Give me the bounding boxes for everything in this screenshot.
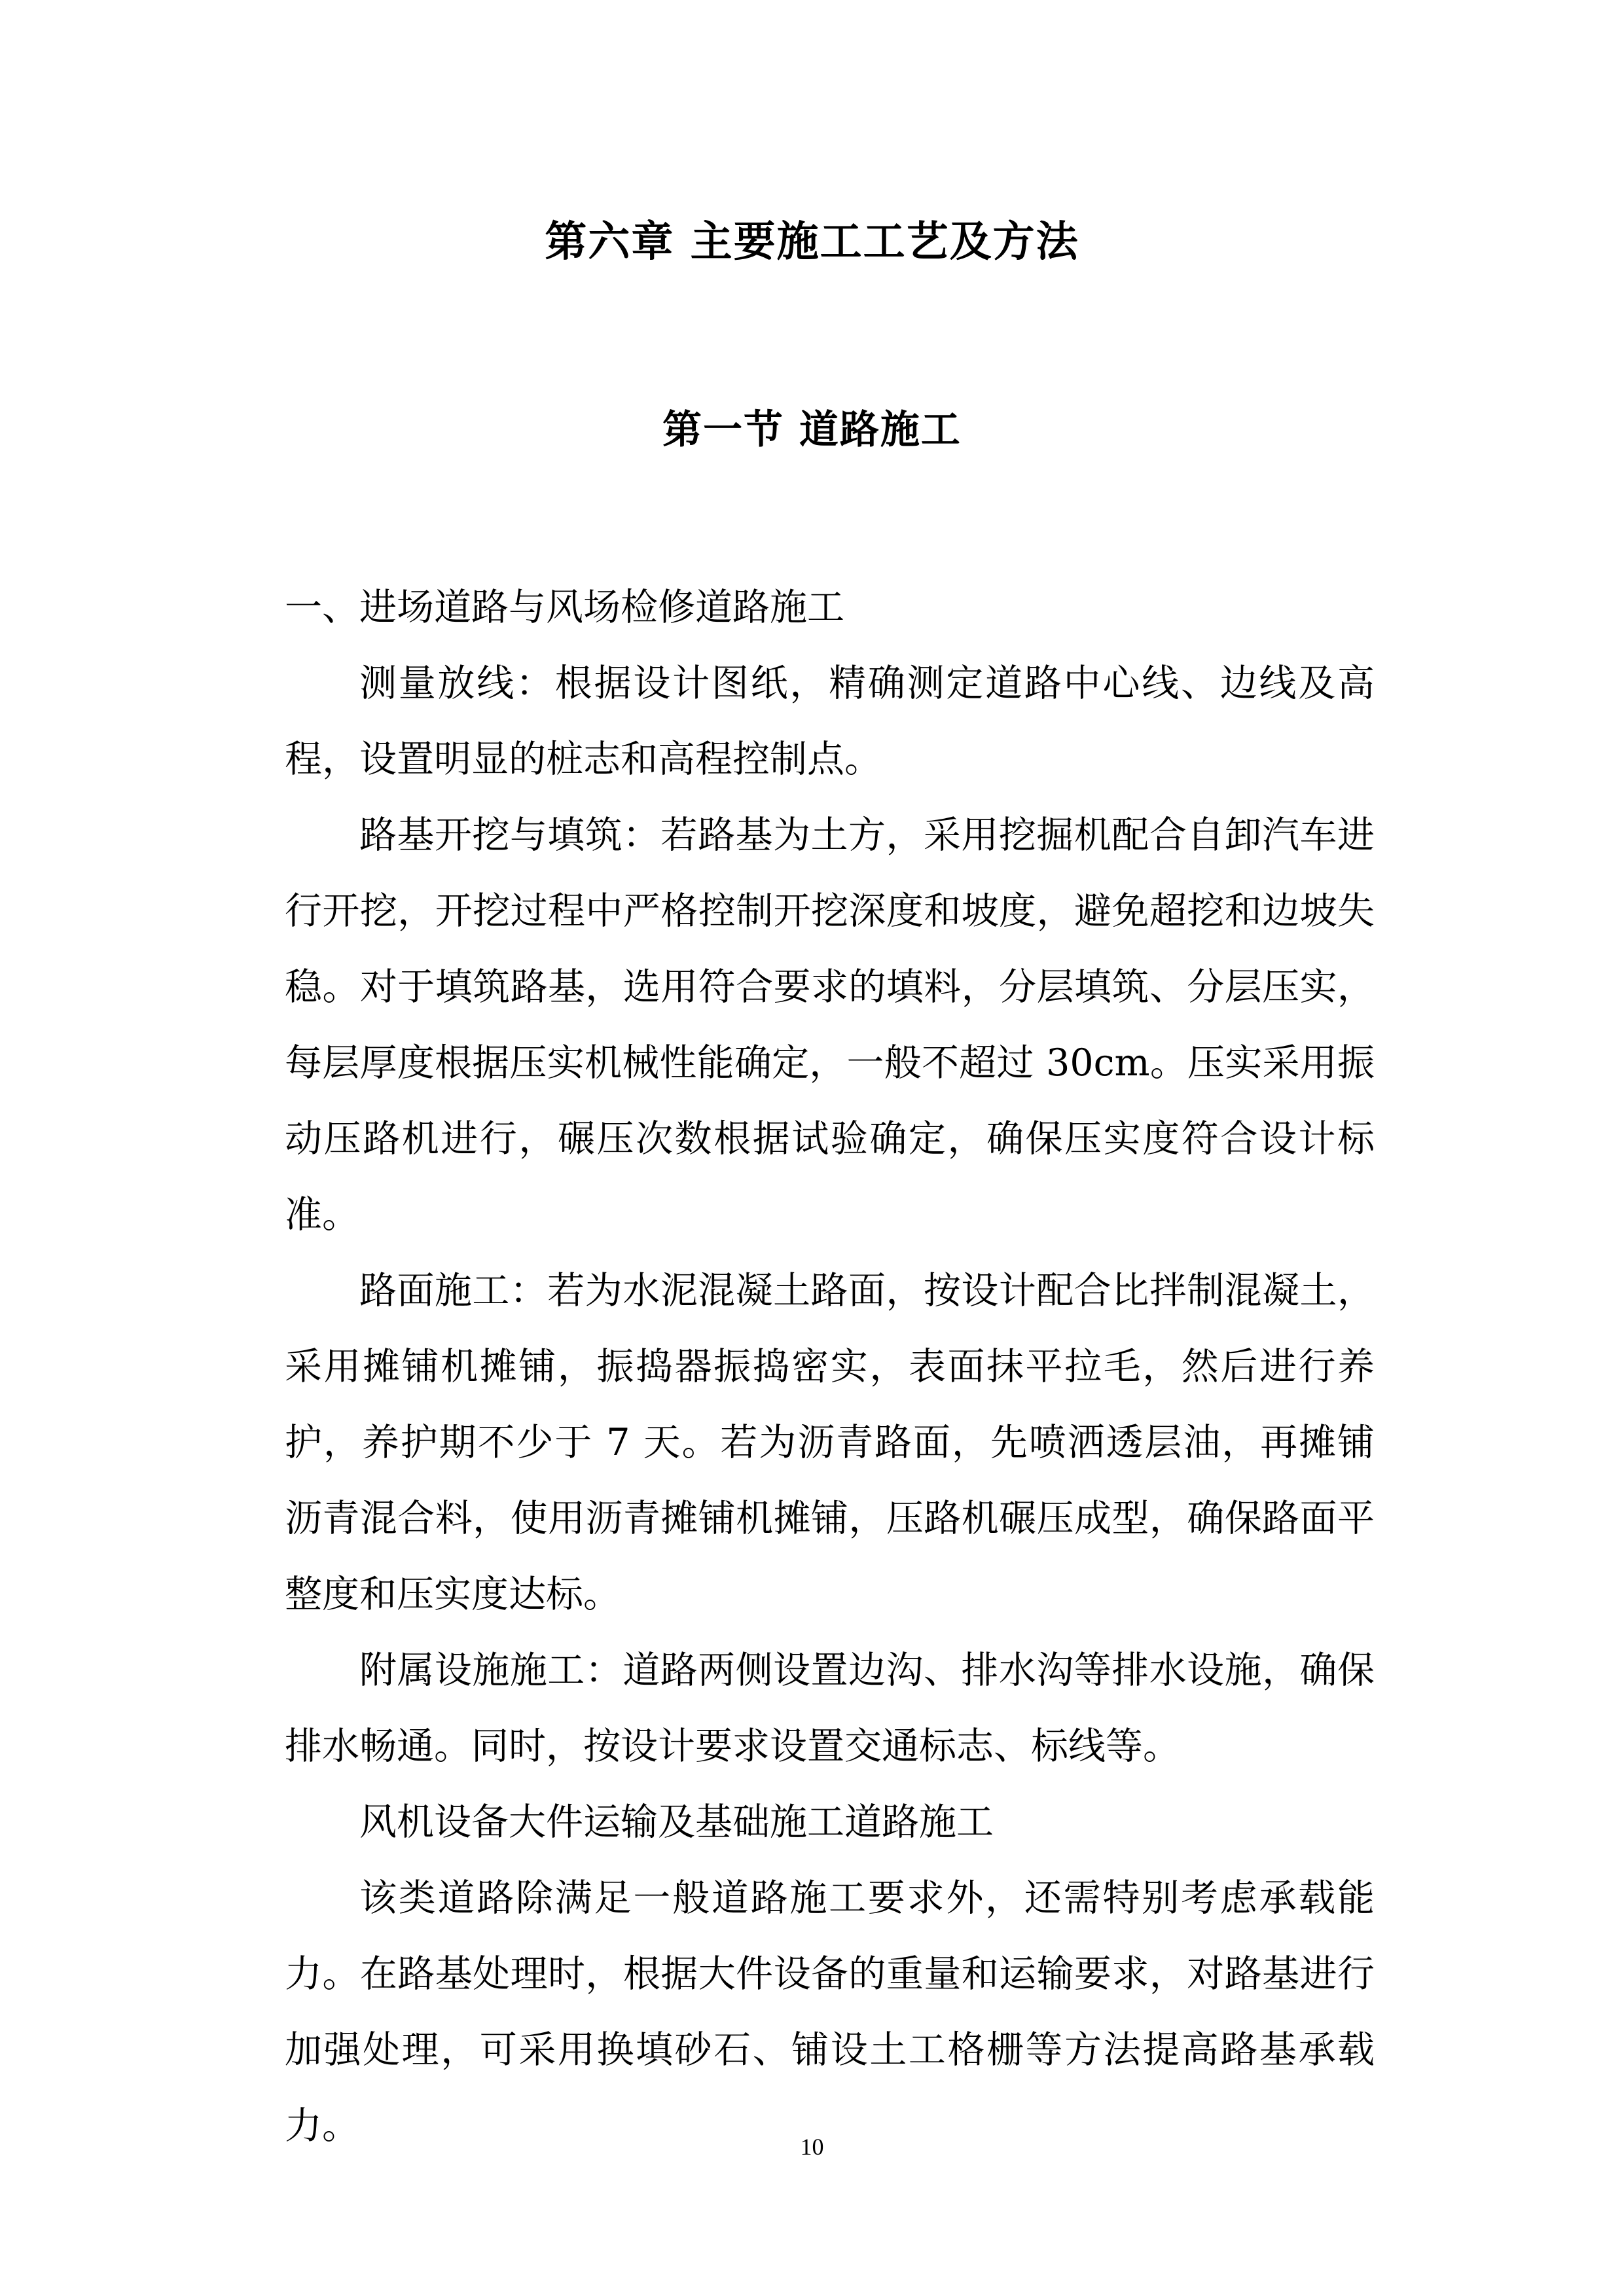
- paragraph-pavement: 路面施工：若为水泥混凝土路面，按设计配合比拌制混凝土，采用摊铺机摊铺，振捣器振捣密实，表面抹平拉毛，然后进行养护，养护期不少于 7 天。若为沥青路面，先喷洒透层油，再摊铺沥青混合料，使用沥青摊铺机摊铺，压路机碾压成型，确保路面平整度和压实度达标。: [285, 1269, 1375, 1616]
- heading-item-1: 一、进场道路与风场检修道路施工: [285, 586, 844, 629]
- paragraph-heavy-transport: 该类道路除满足一般道路施工要求外，还需特别考虑承载能力。在路基处理时，根据大件设备的重量和运输要求，对路基进行加强处理，可采用换填砂石、铺设土工格栅等方法提高路基承载力。: [285, 1876, 1375, 2147]
- page-number: 10: [800, 2134, 824, 2160]
- paragraph-facilities: 附属设施施工：道路两侧设置边沟、排水沟等排水设施，确保排水畅通。同时，按设计要求设置交通标志、标线等。: [285, 1649, 1375, 1768]
- chapter-title: 第六章 主要施工工艺及方法: [545, 218, 1079, 266]
- paragraph-subgrade: 路基开挖与填筑：若路基为土方，采用挖掘机配合自卸汽车进行开挖，开挖过程中严格控制开挖深度和坡度，避免超挖和边坡失稳。对于填筑路基，选用符合要求的填料，分层填筑、分层压实，每层厚度根据压实机械性能确定，一般不超过 30cm。压实采用振动压路机进行，碾压次数根据试验确定，确保压实度符合设计标准。: [285, 814, 1375, 1236]
- body-text: [285, 569, 1375, 2164]
- subheading-heavy-transport-road: 风机设备大件运输及基础施工道路施工: [359, 1801, 994, 1844]
- paragraph-survey: 测量放线：根据设计图纸，精确测定道路中心线、边线及高程，设置明显的桩志和高程控制点。: [285, 662, 1375, 781]
- section-title: 第一节 道路施工: [662, 407, 962, 453]
